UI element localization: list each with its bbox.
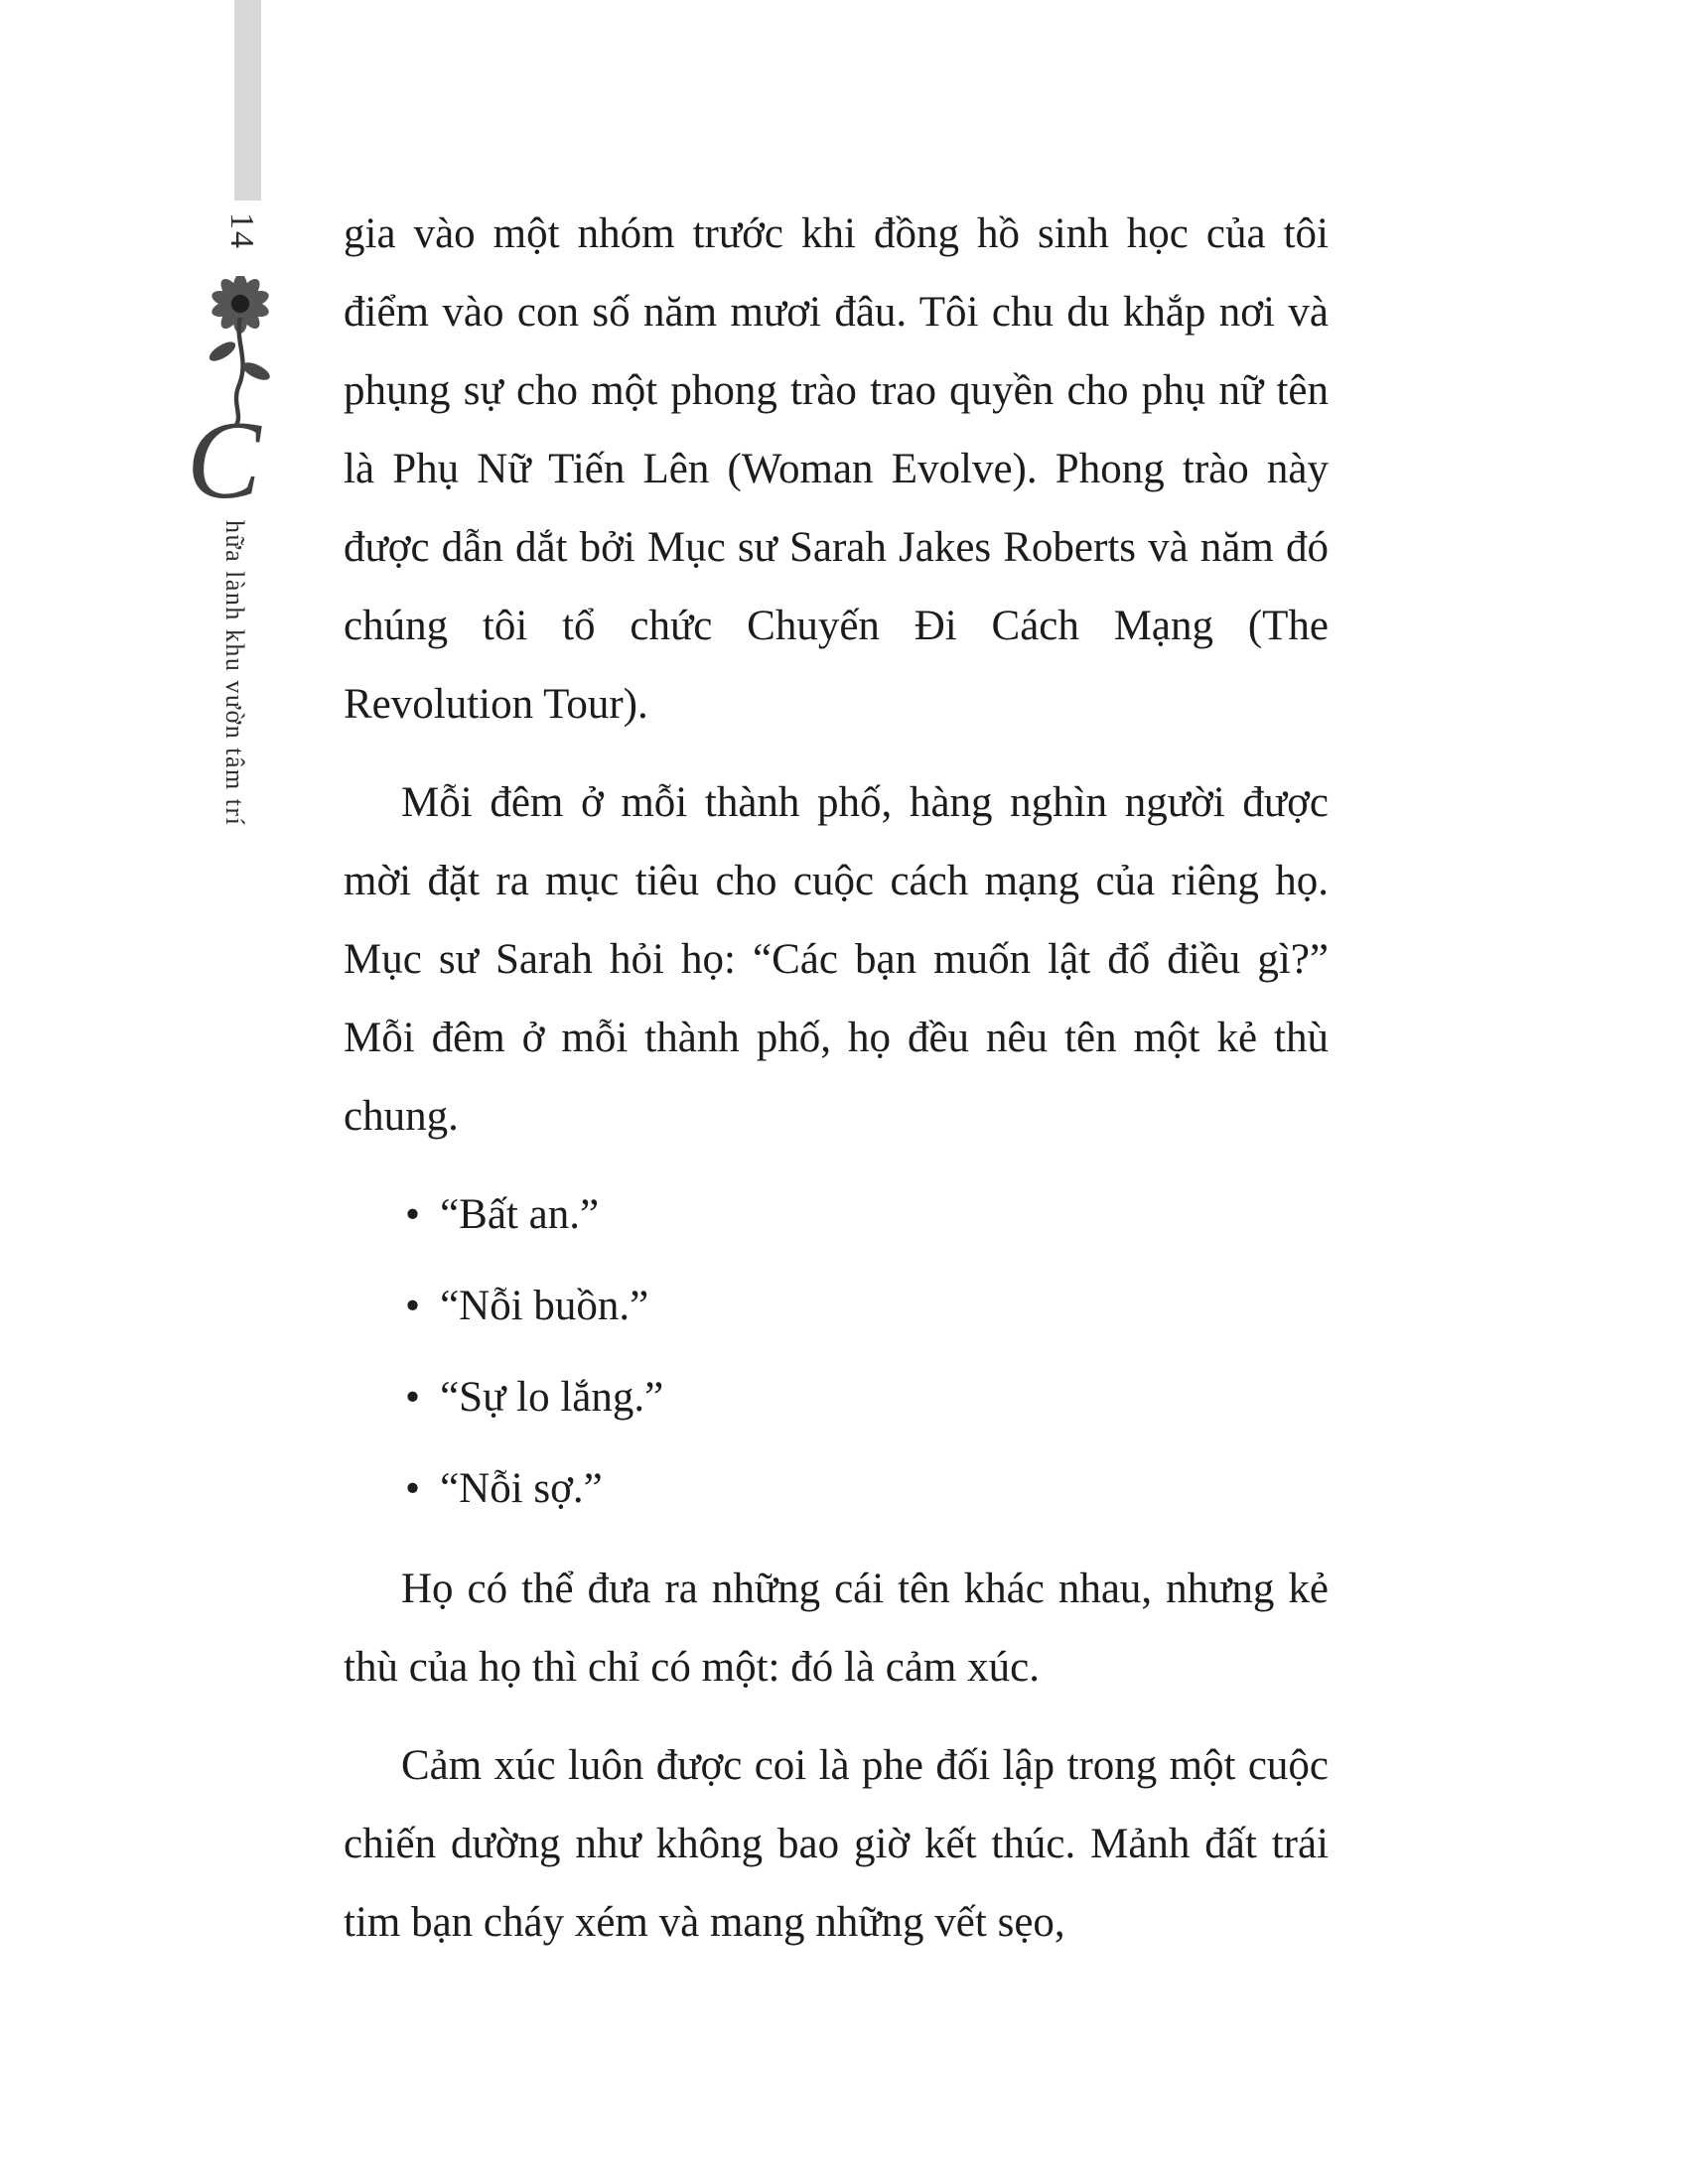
bullet-text: “Bất an.”	[440, 1191, 600, 1238]
page-number: 14	[223, 212, 260, 250]
chapter-title-vertical: hữa lành khu vườn tâm trí	[220, 520, 249, 827]
margin-rule	[234, 0, 261, 201]
body-paragraph: Cảm xúc luôn được coi là phe đối lập trong một cuộc chiến dường như không bao giờ kết thúc. Mảnh đất trái tim bạn cháy xém và mang những vết sẹo,	[344, 1742, 1329, 1946]
bullet-list	[344, 1175, 1329, 1528]
body-paragraph: Mỗi đêm ở mỗi thành phố, hàng nghìn người được mời đặt ra mục tiêu cho cuộc cách mạng của riêng họ. Mục sư Sarah hỏi họ: “Các bạn muốn lật đổ điều gì?” Mỗi đêm ở mỗi thành phố, họ đều nêu tên một kẻ thù chung.	[344, 779, 1329, 1140]
bullet-text: “Nỗi buồn.”	[440, 1283, 649, 1329]
page-body	[344, 195, 1329, 1981]
bullet-text: “Nỗi sợ.”	[440, 1465, 603, 1512]
bullet-item	[344, 1449, 1329, 1528]
body-paragraph: Họ có thể đưa ra những cái tên khác nhau, nhưng kẻ thù của họ thì chỉ có một: đó là cảm xúc.	[344, 1566, 1329, 1691]
bullet-item	[344, 1175, 1329, 1254]
bullet-icon: •	[405, 1374, 421, 1421]
body-paragraph: gia vào một nhóm trước khi đồng hồ sinh học của tôi điểm vào con số năm mươi đâu. Tôi chu du khắp nơi và phụng sự cho một phong trào trao quyền cho phụ nữ tên là Phụ Nữ Tiến Lên (Woman Evolve). Phong trào này được dẫn dắt bởi Mục sư Sarah Jakes Roberts và năm đó chúng tôi tổ chức Chuyến Đi Cách Mạng (The Revolution Tour).	[344, 210, 1329, 728]
bullet-icon: •	[405, 1283, 421, 1329]
bullet-item	[344, 1267, 1329, 1345]
chapter-title-initial: C	[187, 399, 261, 522]
bullet-icon: •	[405, 1465, 421, 1512]
bullet-item	[344, 1358, 1329, 1436]
bullet-text: “Sự lo lắng.”	[440, 1374, 664, 1421]
bullet-icon: •	[405, 1191, 421, 1238]
